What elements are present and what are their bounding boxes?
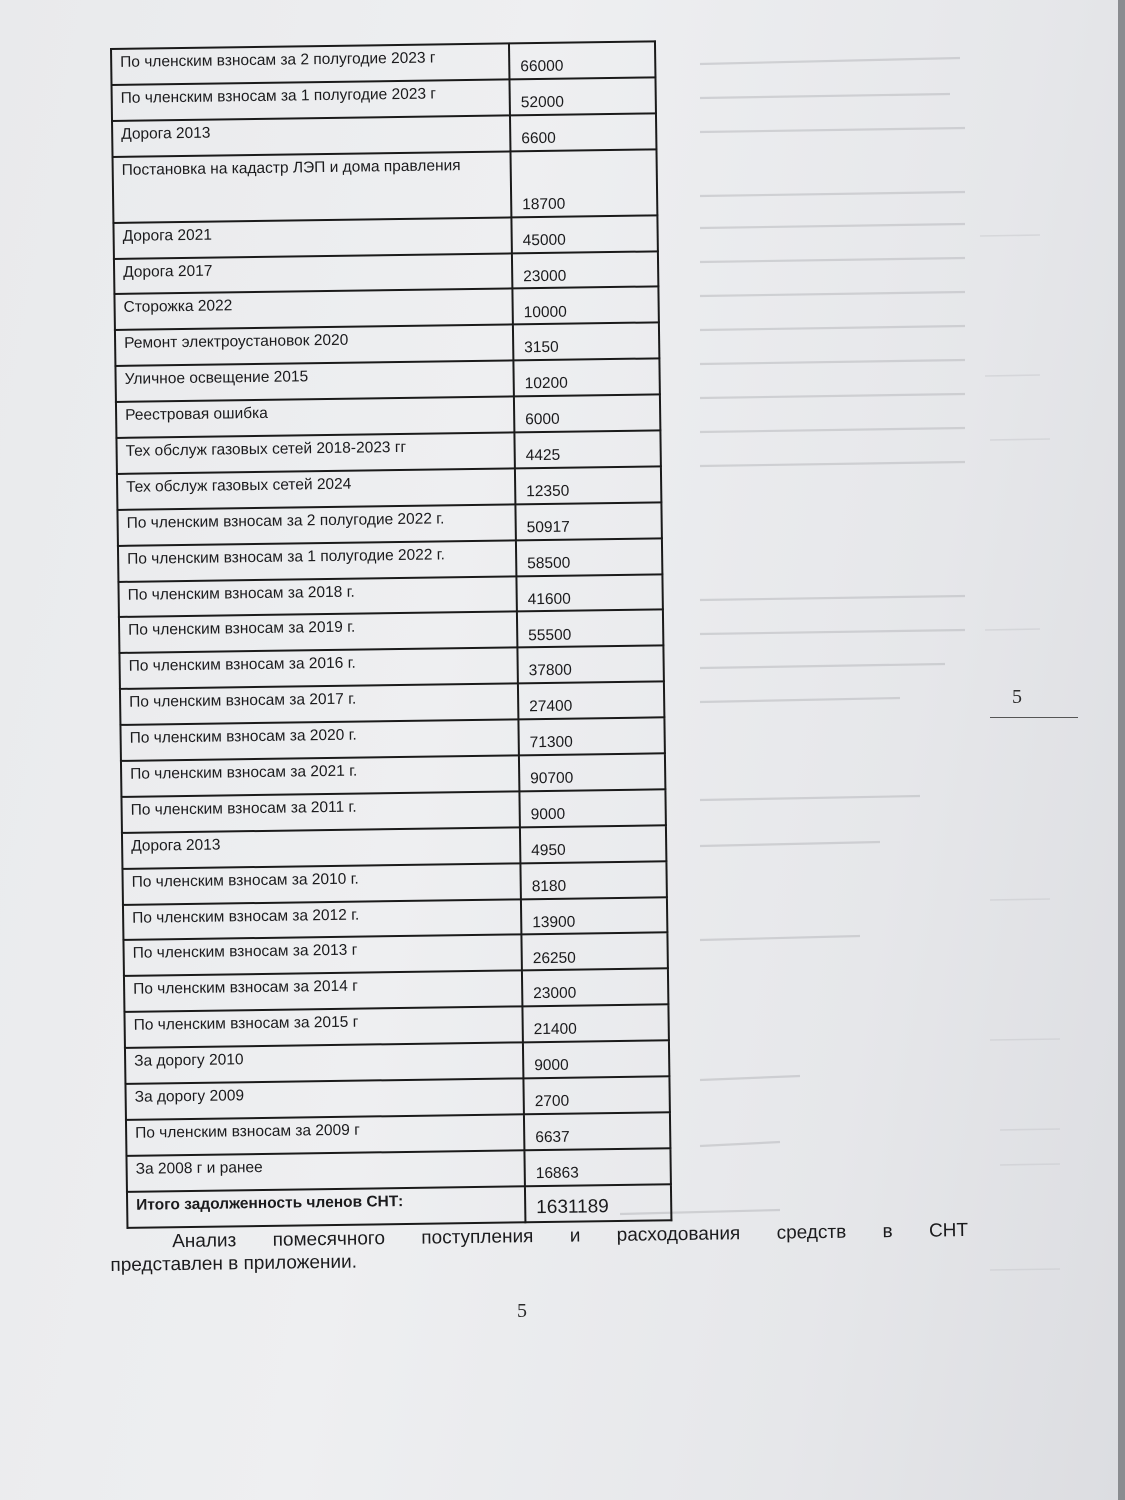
row-label: Реестровая ошибка — [116, 397, 514, 438]
row-amount: 8180 — [520, 861, 666, 899]
analysis-note — [110, 1220, 969, 1278]
row-amount: 18700 — [510, 149, 657, 217]
row-label: По членским взносам за 2009 г — [126, 1114, 524, 1155]
row-label: Дорога 2013 — [112, 115, 510, 156]
row-label: По членским взносам за 2013 г — [123, 935, 521, 976]
row-label: Сторожка 2022 — [114, 289, 512, 330]
row-amount: 4950 — [520, 825, 666, 863]
row-label: По членским взносам за 1 полугодие 2022 г. — [118, 540, 516, 581]
row-amount: 90700 — [519, 753, 665, 791]
row-amount: 58500 — [516, 538, 662, 576]
row-amount: 71300 — [518, 717, 664, 755]
row-label: Дорога 2017 — [114, 253, 512, 294]
row-amount: 52000 — [509, 77, 655, 115]
row-label: По членским взносам за 2012 г. — [123, 899, 521, 940]
row-label: По членским взносам за 2011 г. — [121, 791, 519, 832]
row-label: За 2008 г и ранее — [126, 1150, 524, 1191]
row-label: По членским взносам за 2019 г. — [119, 612, 517, 653]
row-amount: 55500 — [517, 610, 663, 648]
analysis-note-line-1: Анализ помесячного поступления и расходования средств в СНТ — [171, 1220, 969, 1253]
side-rule — [990, 717, 1078, 718]
row-label: По членским взносам за 2016 г. — [119, 648, 517, 689]
debt-table-body — [111, 41, 671, 1227]
row-label: Тех обслуж газовых сетей 2024 — [117, 468, 515, 509]
row-amount: 4425 — [514, 430, 660, 468]
row-amount: 27400 — [518, 682, 664, 720]
page-number: 5 — [517, 1300, 527, 1322]
row-amount: 23000 — [522, 969, 668, 1007]
side-page-number: 5 — [1012, 686, 1022, 708]
row-amount: 6637 — [524, 1112, 670, 1150]
row-amount: 12350 — [515, 466, 661, 504]
row-amount: 6000 — [514, 394, 660, 432]
row-label: По членским взносам за 2 полугодие 2023 г — [111, 43, 509, 84]
row-amount: 16863 — [524, 1148, 670, 1186]
row-amount: 6600 — [510, 113, 656, 151]
row-amount: 13900 — [521, 897, 667, 935]
row-amount: 23000 — [512, 251, 658, 289]
row-amount: 45000 — [511, 215, 657, 253]
row-amount: 9000 — [519, 789, 665, 827]
row-label: По членским взносам за 1 полугодие 2023 г — [112, 79, 510, 120]
row-label: Ремонт электроустановок 2020 — [115, 325, 513, 366]
table-row — [113, 149, 658, 223]
debt-table — [110, 40, 672, 1228]
row-label: Дорога 2021 — [113, 217, 511, 258]
row-label: По членским взносам за 2010 г. — [122, 863, 520, 904]
row-label: Тех обслуж газовых сетей 2018-2023 гг — [116, 432, 514, 473]
row-amount: 66000 — [509, 41, 655, 79]
row-label: За дорогу 2010 — [125, 1042, 523, 1083]
row-label: По членским взносам за 2020 г. — [120, 720, 518, 761]
total-amount: 1631189 — [525, 1184, 671, 1222]
row-amount: 50917 — [515, 502, 661, 540]
row-amount: 10000 — [512, 287, 658, 325]
row-label: По членским взносам за 2017 г. — [120, 684, 518, 725]
row-label: По членским взносам за 2018 г. — [118, 576, 516, 617]
row-label: По членским взносам за 2015 г — [124, 1007, 522, 1048]
row-label: За дорогу 2009 — [125, 1078, 523, 1119]
row-label: Дорога 2013 — [122, 827, 520, 868]
row-amount: 37800 — [517, 646, 663, 684]
total-label: Итого задолженность членов СНТ: — [127, 1186, 525, 1227]
row-amount: 41600 — [516, 574, 662, 612]
row-amount: 21400 — [522, 1005, 668, 1043]
row-label: По членским взносам за 2014 г — [124, 971, 522, 1012]
row-amount: 3150 — [513, 323, 659, 361]
row-label: Уличное освещение 2015 — [115, 361, 513, 402]
total-row — [127, 1184, 671, 1227]
row-amount: 26250 — [521, 933, 667, 971]
row-label: По членским взносам за 2021 г. — [121, 755, 519, 796]
row-amount: 9000 — [523, 1040, 669, 1078]
row-amount: 2700 — [523, 1076, 669, 1114]
row-label: Постановка на кадастр ЛЭП и дома правления — [113, 151, 512, 223]
analysis-note-line-2: представлен в приложении. — [110, 1251, 358, 1276]
row-label: По членским взносам за 2 полугодие 2022 г. — [117, 504, 515, 545]
row-amount: 10200 — [513, 359, 659, 397]
